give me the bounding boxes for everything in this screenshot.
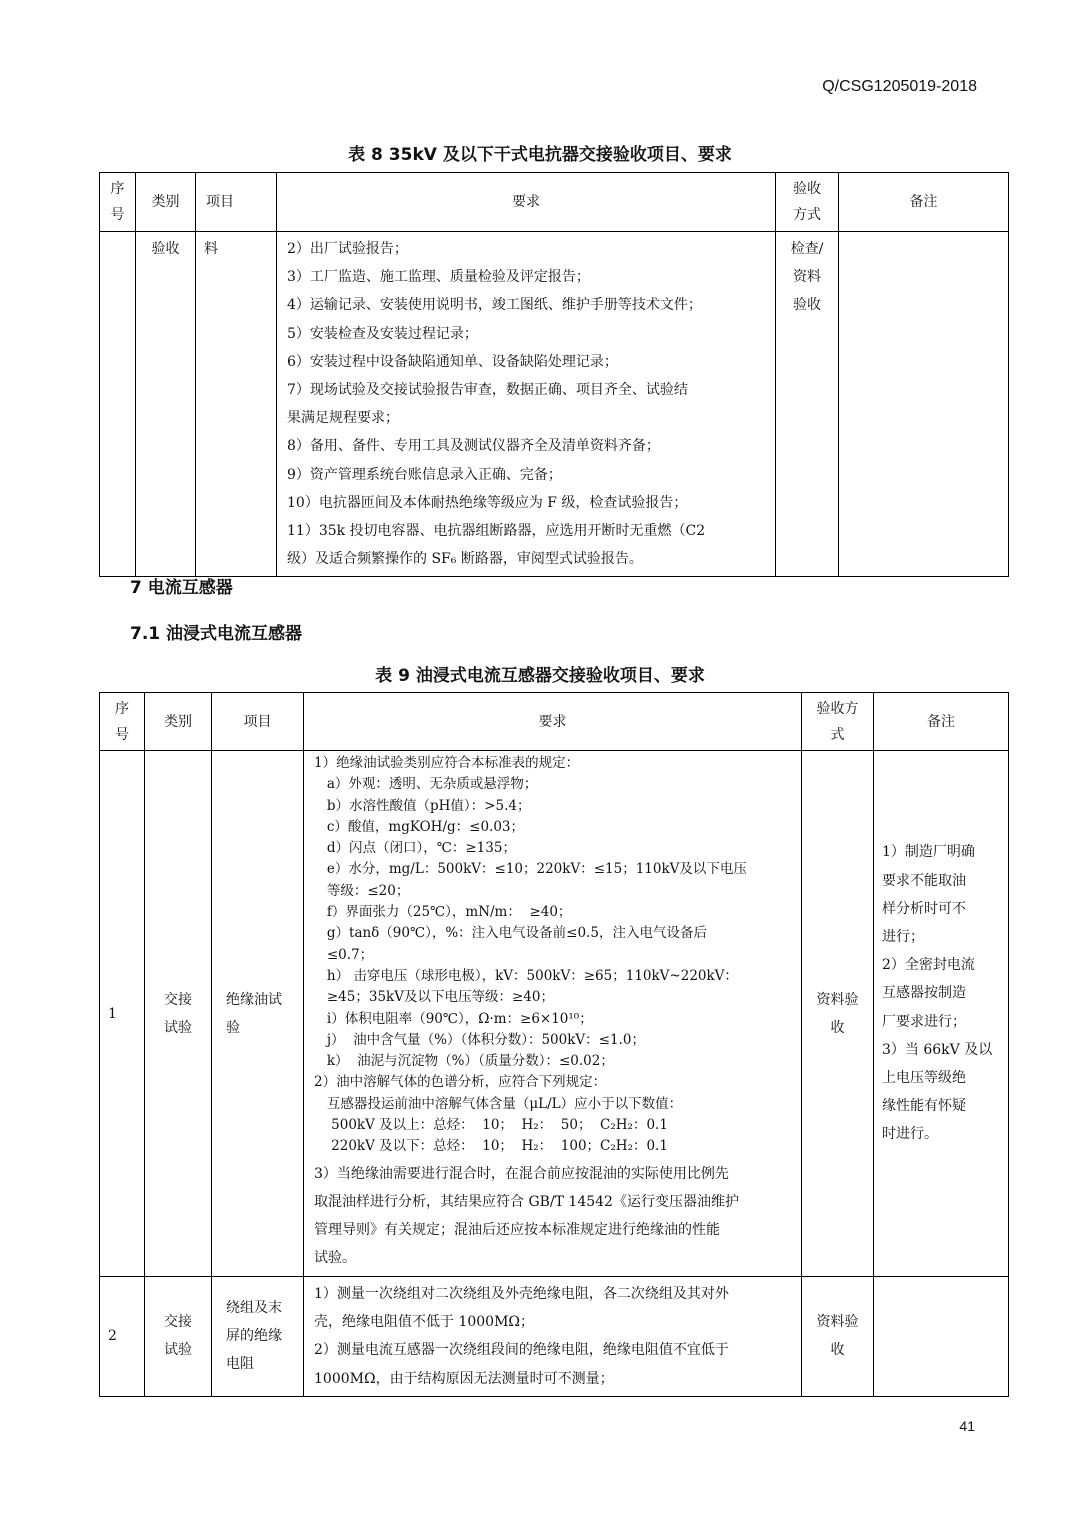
table8-cell-seq (100, 232, 136, 577)
table8-cell-method: 检查/ 资料 验收 (776, 232, 839, 577)
table8-cell-requirement: 2）出厂试验报告； 3）工厂监造、施工监理、质量检验及评定报告； 4）运输记录、安装使用说明书，竣工图纸、维护手册等技术文件； 5）安装检查及安装过程记录； 6）安装过程中设备缺陷通知单、设备缺陷处理记录； 7）现场试验及交接试验报告审查，数据正确、项目齐全、试验结 果满足规程要求； 8）备用、备件、专用工具及测试仪器齐全及清单资料齐备； 9）资产管理系统台账信息录入正确、完备； 10）电抗器匝间及本体耐热绝缘等级应为 F 级，检查试验报告； 11）35k 投切电容器、电抗器组断路器，应选用开断时无重燃（C2 级）及适合频繁操作的 SF₆ 断路器，审阅型式试验报告。 (277, 232, 776, 577)
table9-row1-seq: 1 (100, 751, 145, 1277)
table9-row2-remark (874, 1277, 1009, 1397)
table8-cell-remark (839, 232, 1009, 577)
table8-header-requirement: 要求 (277, 173, 776, 232)
table9-header-category: 类别 (145, 693, 212, 751)
table9-row1-requirement-oil-tests: 1）绝缘油试验类别应符合本标准表的规定： a）外观：透明、无杂质或悬浮物； b）水溶性酸值（pH值）：>5.4； c）酸值，mgKOH/g：≤0.03； d）闪点（闭口），℃：≥135； e）水分，mg/L：500kV：≤10；220kV：≤15；110kV及以下电压 等级：≤20； f）界面张力（25℃），mN/m： ≥40； g）tanδ（90℃），%：注入电气设备前≤0.5，注入电气设备后 ≤0.7； h） 击穿电压（球形电极），kV：500kV：≥65；110kV~220kV： ≥45；35kV及以下电压等级：≥40； i）体积电阻率（90℃），Ω·m：≥6×10¹⁰； j） 油中含气量（%）（体积分数）：500kV：≤1.0； k） 油泥与沉淀物（%）（质量分数）：≤0.02； 2）油中溶解气体的色谱分析，应符合下列规定： 互感器投运前油中溶解气体含量（μL/L）应小于以下数值： 500kV 及以上：总烃： 10； H₂： 50； C₂H₂：0.1 220kV 及以下：总烃： 10； H₂： 100；C₂H₂：0.1 (314, 755, 747, 1155)
table9-header-remark: 备注 (874, 693, 1009, 751)
table9 (99, 692, 1009, 1397)
table9-header-requirement: 要求 (304, 693, 802, 751)
table9-row2-item: 绕组及末 屏的绝缘 电阻 (212, 1277, 304, 1397)
table9-row2-requirement: 1）测量一次绕组对二次绕组及外壳绝缘电阻，各二次绕组及其对外 壳，绝缘电阻值不低于 1000MΩ； 2）测量电流互感器一次绕组段间的绝缘电阻，绝缘电阻值不宜低于 1000MΩ，由于结构原因无法测量时可不测量； (304, 1277, 802, 1397)
table8 (99, 172, 1009, 577)
table9-row2-method: 资料验 收 (802, 1277, 874, 1397)
table8-header-seq: 序 号 (100, 173, 136, 232)
table9-row1-remark: 1）制造厂明确 要求不能取油 样分析时可不 进行； 2）全密封电流 互感器按制造 厂要求进行； 3）当 66kV 及以 上电压等级绝 缘性能有怀疑 时进行。 (874, 751, 1009, 1277)
table9-row1-requirement (304, 751, 802, 1277)
table9-caption: 表 9 油浸式电流互感器交接验收项目、要求 (375, 666, 705, 686)
table9-header-item: 项目 (212, 693, 304, 751)
table9-row2-seq: 2 (100, 1277, 145, 1397)
table8-header-category: 类别 (136, 173, 196, 232)
table8-header-method: 验收 方式 (776, 173, 839, 232)
table9-row1-item: 绝缘油试 验 (212, 751, 304, 1277)
table9-row1-requirement-mixing: 3）当绝缘油需要进行混合时，在混合前应按混油的实际使用比例先 取混油样进行分析，其结果应符合 GB/T 14542《运行变压器油维护 管理导则》有关规定；混油后还应按本标准规定进行绝缘油的性能 试验。 (314, 1165, 739, 1267)
table8-header-remark: 备注 (839, 173, 1009, 232)
table9-header-seq: 序 号 (100, 693, 145, 751)
document-code: Q/CSG1205019-2018 (822, 78, 977, 95)
table8-row (100, 232, 1009, 577)
table9-header-method: 验收方 式 (802, 693, 874, 751)
section-7-heading: 7 电流互感器 (130, 578, 233, 598)
section-7-1-heading: 7.1 油浸式电流互感器 (130, 624, 303, 644)
table8-header-item: 项目 (196, 173, 277, 232)
table8-cell-category: 验收 (136, 232, 196, 577)
table9-row-2 (100, 1277, 1009, 1397)
table9-row1-category: 交接 试验 (145, 751, 212, 1277)
table8-caption: 表 8 35kV 及以下干式电抗器交接验收项目、要求 (348, 145, 732, 165)
page-number: 41 (959, 1418, 975, 1434)
table9-row1-method: 资料验 收 (802, 751, 874, 1277)
table9-row-1 (100, 751, 1009, 1277)
table8-cell-item: 料 (196, 232, 277, 577)
table9-row2-category: 交接 试验 (145, 1277, 212, 1397)
